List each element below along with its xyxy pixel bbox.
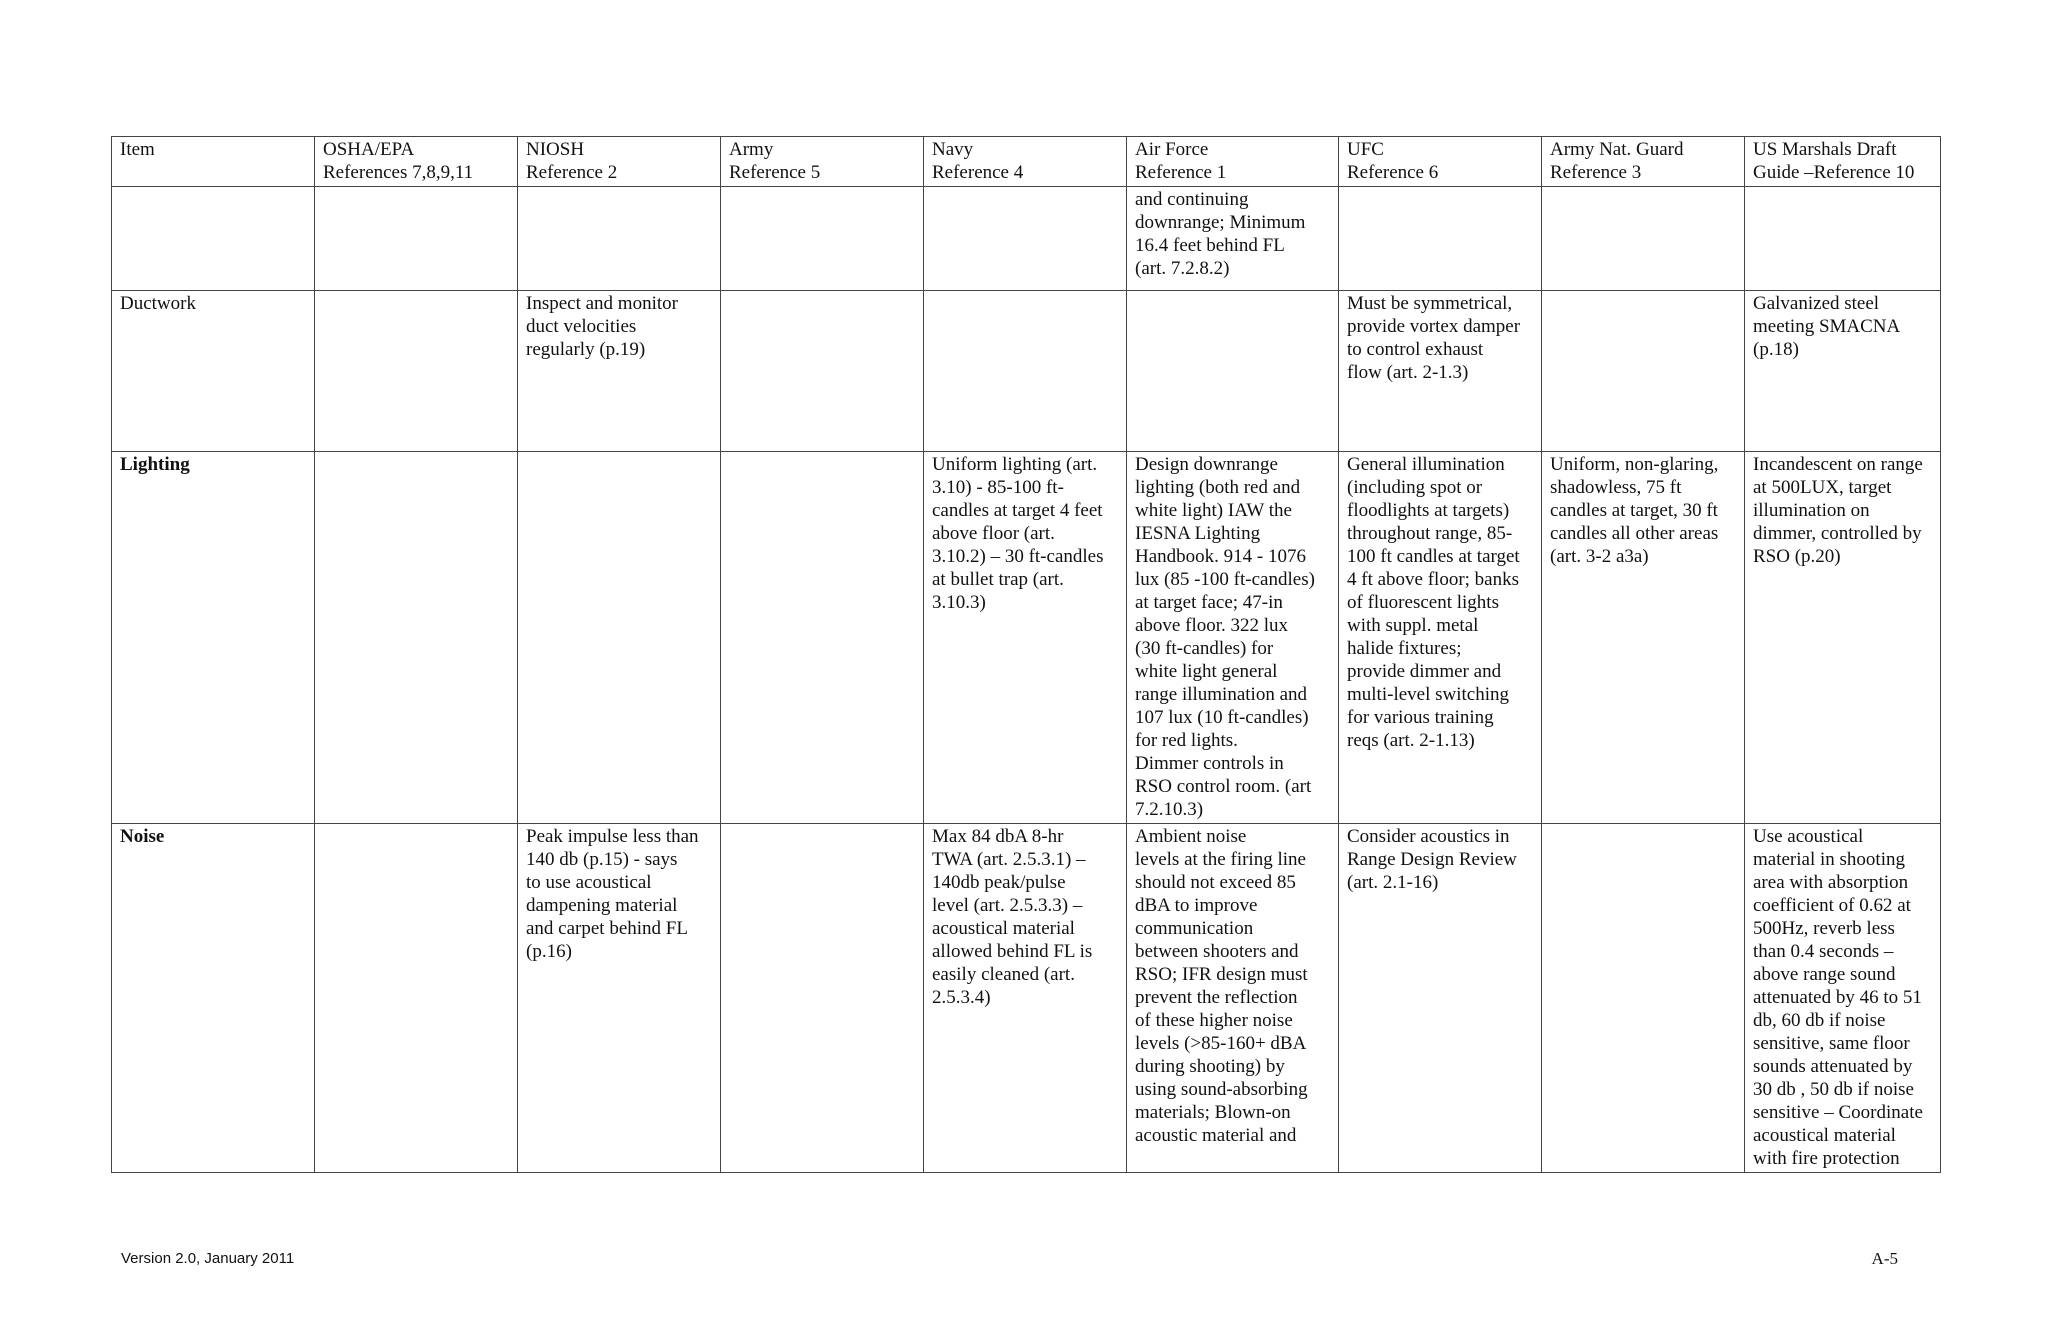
header-cell: Army Nat. Guard Reference 3	[1542, 137, 1745, 187]
table-cell	[315, 824, 518, 1173]
table-cell: Galvanized steel meeting SMACNA (p.18)	[1745, 291, 1941, 452]
table-cell: Peak impulse less than 140 db (p.15) - says to use acoustical dampening material and carpet behind FL (p.16)	[518, 824, 721, 1173]
table-cell	[924, 187, 1127, 291]
table-cell: General illumination (including spot or floodlights at targets) throughout range, 85- 100 ft candles at target 4 ft above floor; banks of fluorescent lights with suppl. metal halide fixtures; provide dimmer and multi-level switching for various training reqs (art. 2-1.13)	[1339, 452, 1542, 824]
row-item-label	[112, 187, 315, 291]
table-cell: Must be symmetrical, provide vortex damper to control exhaust flow (art. 2-1.3)	[1339, 291, 1542, 452]
table-cell	[518, 452, 721, 824]
header-cell: NIOSH Reference 2	[518, 137, 721, 187]
table-row	[112, 291, 1941, 452]
table-cell	[1339, 187, 1542, 291]
table-cell	[721, 452, 924, 824]
table-row	[112, 824, 1941, 1173]
table-cell	[518, 187, 721, 291]
table-cell	[315, 187, 518, 291]
table-cell	[721, 291, 924, 452]
table-cell	[1542, 291, 1745, 452]
table-cell: Design downrange lighting (both red and white light) IAW the IESNA Lighting Handbook. 914 - 1076 lux (85 -100 ft-candles) at target face; 47-in above floor. 322 lux (30 ft-candles) for white light general range illumination and 107 lux (10 ft-candles) for red lights. Dimmer controls in RSO control room. (art 7.2.10.3)	[1127, 452, 1339, 824]
table-cell: Ambient noise levels at the firing line should not exceed 85 dBA to improve communication between shooters and RSO; IFR design must prevent the reflection of these higher noise levels (>85-160+ dBA during shooting) by using sound-absorbing materials; Blown-on acoustic material and	[1127, 824, 1339, 1173]
comparison-table	[111, 136, 1941, 1173]
table-cell: Uniform, non-glaring, shadowless, 75 ft candles at target, 30 ft candles all other areas (art. 3-2 a3a)	[1542, 452, 1745, 824]
header-cell: OSHA/EPA References 7,8,9,11	[315, 137, 518, 187]
page-number: A-5	[1871, 1249, 1898, 1268]
table-cell	[721, 187, 924, 291]
header-cell: UFC Reference 6	[1339, 137, 1542, 187]
header-cell: Army Reference 5	[721, 137, 924, 187]
table-cell: Inspect and monitor duct velocities regularly (p.19)	[518, 291, 721, 452]
table-cell	[315, 291, 518, 452]
table-cell	[1127, 291, 1339, 452]
table-cell	[1745, 187, 1941, 291]
table-row	[112, 452, 1941, 824]
table-header-row	[112, 137, 1941, 187]
header-cell: Item	[112, 137, 315, 187]
table-cell: Use acoustical material in shooting area with absorption coefficient of 0.62 at 500Hz, reverb less than 0.4 seconds – above range sound attenuated by 46 to 51 db, 60 db if noise sensitive, same floor sounds attenuated by 30 db , 50 db if noise sensitive – Coordinate acoustical material with fire protection	[1745, 824, 1941, 1173]
table-cell: Max 84 dbA 8-hr TWA (art. 2.5.3.1) – 140db peak/pulse level (art. 2.5.3.3) – acoustical material allowed behind FL is easily cleaned (art. 2.5.3.4)	[924, 824, 1127, 1173]
table-cell	[315, 452, 518, 824]
header-cell: Air Force Reference 1	[1127, 137, 1339, 187]
table-cell: and continuing downrange; Minimum 16.4 feet behind FL (art. 7.2.8.2)	[1127, 187, 1339, 291]
header-cell: Navy Reference 4	[924, 137, 1127, 187]
table-cell: Incandescent on range at 500LUX, target illumination on dimmer, controlled by RSO (p.20)	[1745, 452, 1941, 824]
footer-version: Version 2.0, January 2011	[121, 1250, 295, 1267]
table-row	[112, 187, 1941, 291]
table-cell: Uniform lighting (art. 3.10) - 85-100 ft- candles at target 4 feet above floor (art. 3.10.2) – 30 ft-candles at bullet trap (art. 3.10.3)	[924, 452, 1127, 824]
header-cell: US Marshals Draft Guide –Reference 10	[1745, 137, 1941, 187]
row-item-label: Ductwork	[112, 291, 315, 452]
row-item-label: Lighting	[112, 452, 315, 824]
table-cell	[1542, 824, 1745, 1173]
table-cell	[1542, 187, 1745, 291]
row-item-label: Noise	[112, 824, 315, 1173]
table-cell	[924, 291, 1127, 452]
table-cell	[721, 824, 924, 1173]
table-cell: Consider acoustics in Range Design Review (art. 2.1-16)	[1339, 824, 1542, 1173]
